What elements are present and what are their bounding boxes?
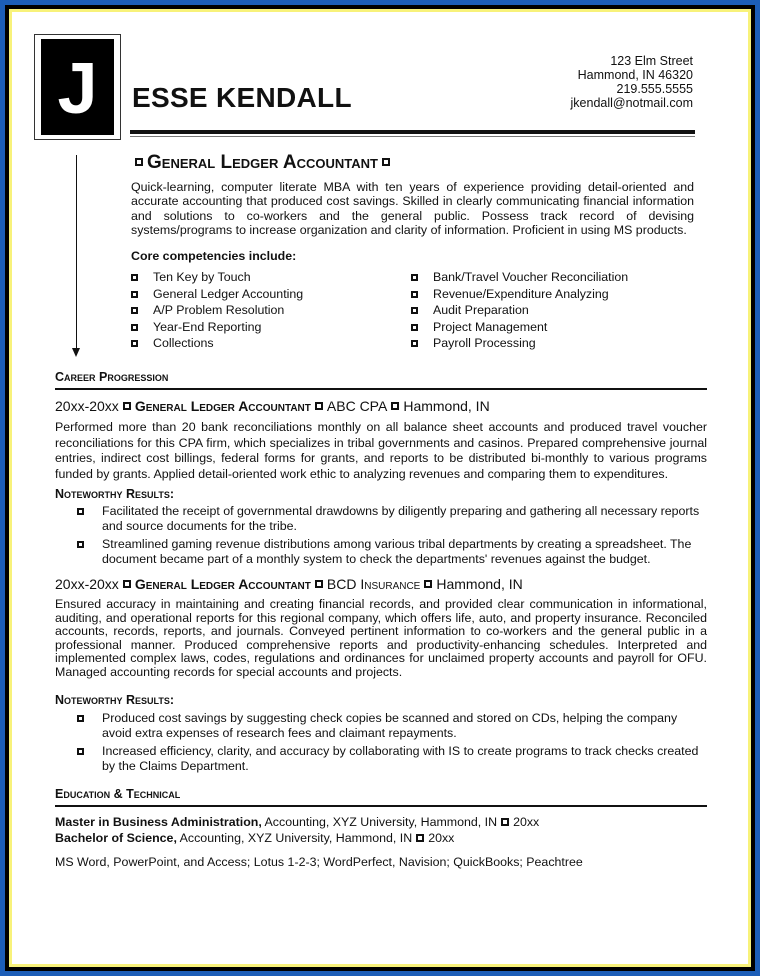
initial-letter: J [41, 39, 114, 135]
list-item: Collections [131, 335, 303, 352]
job-line: 20xx-20xx General Ledger Accountant ABC CPA Hammond, IN [55, 398, 490, 414]
list-item: A/P Problem Resolution [131, 302, 303, 319]
square-bullet-icon [135, 158, 143, 166]
degree: Master in Business Administration, Accounting, XYZ University, Hammond, IN 20xx [55, 815, 540, 829]
list-item: Project Management [411, 319, 628, 336]
square-bullet-icon [411, 340, 418, 347]
list-item: General Ledger Accounting [131, 286, 303, 303]
core-label: Core competencies include: [131, 249, 297, 263]
square-bullet-icon [77, 508, 84, 515]
list-item: Produced cost savings by suggesting check copies be scanned and stored on CDs, helping the company avoid extra expenses of research fees and claimant repayments. [77, 711, 707, 740]
square-bullet-icon [382, 158, 390, 166]
contact-info [571, 54, 693, 110]
noteworthy-heading: Noteworthy Results: [55, 487, 175, 501]
square-bullet-icon [77, 541, 84, 548]
square-bullet-icon [411, 274, 418, 281]
list-item: Audit Preparation [411, 302, 628, 319]
city: Hammond, IN 46320 [577, 68, 693, 82]
candidate-name: ESSE KENDALL [132, 82, 352, 113]
square-bullet-icon [131, 340, 138, 347]
list-item: Payroll Processing [411, 335, 628, 352]
degree: Bachelor of Science, Accounting, XYZ University, Hammond, IN 20xx [55, 831, 455, 845]
arrow-down-icon [72, 348, 80, 357]
education-list [55, 814, 583, 870]
list-item: Revenue/Expenditure Analyzing [411, 286, 628, 303]
square-bullet-icon [391, 402, 399, 410]
resume-page [12, 12, 748, 964]
square-bullet-icon [416, 834, 424, 842]
header-rule-thin [130, 136, 695, 137]
square-bullet-icon [315, 402, 323, 410]
square-bullet-icon [123, 580, 131, 588]
square-bullet-icon [501, 818, 509, 826]
list-item: Streamlined gaming revenue distributions among various tribal departments by creating a spreadsheet. The document became part of a monthly system to check the departments' revenues against the budget. [77, 537, 707, 566]
street: 123 Elm Street [610, 54, 693, 68]
list-item: Bank/Travel Voucher Reconciliation [411, 269, 628, 286]
email: jkendall@notmail.com [570, 96, 693, 110]
square-bullet-icon [131, 291, 138, 298]
section-rule [55, 805, 707, 807]
square-bullet-icon [131, 307, 138, 314]
square-bullet-icon [131, 324, 138, 331]
vertical-arrow-line [76, 155, 77, 355]
square-bullet-icon [123, 402, 131, 410]
square-bullet-icon [77, 715, 84, 722]
phone: 219.555.5555 [616, 82, 693, 96]
list-item: Facilitated the receipt of governmental drawdowns by diligently preparing and gathering all necessary reports and source documents for the tribe. [77, 504, 707, 533]
career-heading: Career Progression [55, 370, 169, 384]
square-bullet-icon [411, 324, 418, 331]
job-line: 20xx-20xx General Ledger Accountant BCD Insurance Hammond, IN [55, 576, 523, 592]
technical-skills: MS Word, PowerPoint, and Access; Lotus 1-2-3; WordPerfect, Navision; QuickBooks; Peachtree [55, 855, 583, 869]
header-rule [130, 130, 695, 134]
competencies-right [411, 269, 628, 352]
section-rule [55, 388, 707, 390]
job-description: Ensured accuracy in maintaining and creating financial records, and provided clear communication in informational, auditing, and operational reports for this regional company, which offers life, auto, and property insurance. Reconciled accounts, records, reports, and journals. Conveyed pertinent information to co-workers and the general public in a professional manner. Produced comprehensive reports and productivity-enhancing schedules. Interpreted and implemented complex laws, codes, regulations and ordinances for unclaimed property accounts and payroll for OFU. Managed accounting records for special accounts and projects. [55, 597, 707, 679]
square-bullet-icon [411, 291, 418, 298]
list-item: Increased efficiency, clarity, and accuracy by collaborating with IS to create programs to track checks created by the Claims Department. [77, 744, 707, 773]
education-heading: Education & Technical [55, 787, 181, 801]
results-list [77, 711, 707, 777]
initial-monogram [34, 34, 121, 140]
square-bullet-icon [424, 580, 432, 588]
square-bullet-icon [411, 307, 418, 314]
results-list [77, 504, 707, 570]
job-title-heading: General Ledger Accountant [131, 152, 394, 174]
summary: Quick-learning, computer literate MBA with ten years of experience providing detail-oriented and accurate accounting that produced cost savings. Skilled in clearly communicating financial information and solutions to co-workers and the general public. Possess track record of devising systems/programs to increase organization and clarity of information. Proficient in using MS products. [131, 180, 694, 237]
square-bullet-icon [315, 580, 323, 588]
job-description: Performed more than 20 bank reconciliations monthly on all balance sheet accounts and produced travel voucher reconciliations for this CPA firm, which specializes in tribal governments and casinos. Prepared comprehensive journal entries, indirect cost billings, federal forms for grants, and reports to be distributed bi-monthly to various programs funded by grants. Applied detail-oriented work ethic to analyzing revenues and comparing them to expenditures. [55, 420, 707, 481]
noteworthy-heading: Noteworthy Results: [55, 693, 175, 707]
competencies-left [131, 269, 303, 352]
list-item: Ten Key by Touch [131, 269, 303, 286]
list-item: Year-End Reporting [131, 319, 303, 336]
square-bullet-icon [77, 748, 84, 755]
square-bullet-icon [131, 274, 138, 281]
